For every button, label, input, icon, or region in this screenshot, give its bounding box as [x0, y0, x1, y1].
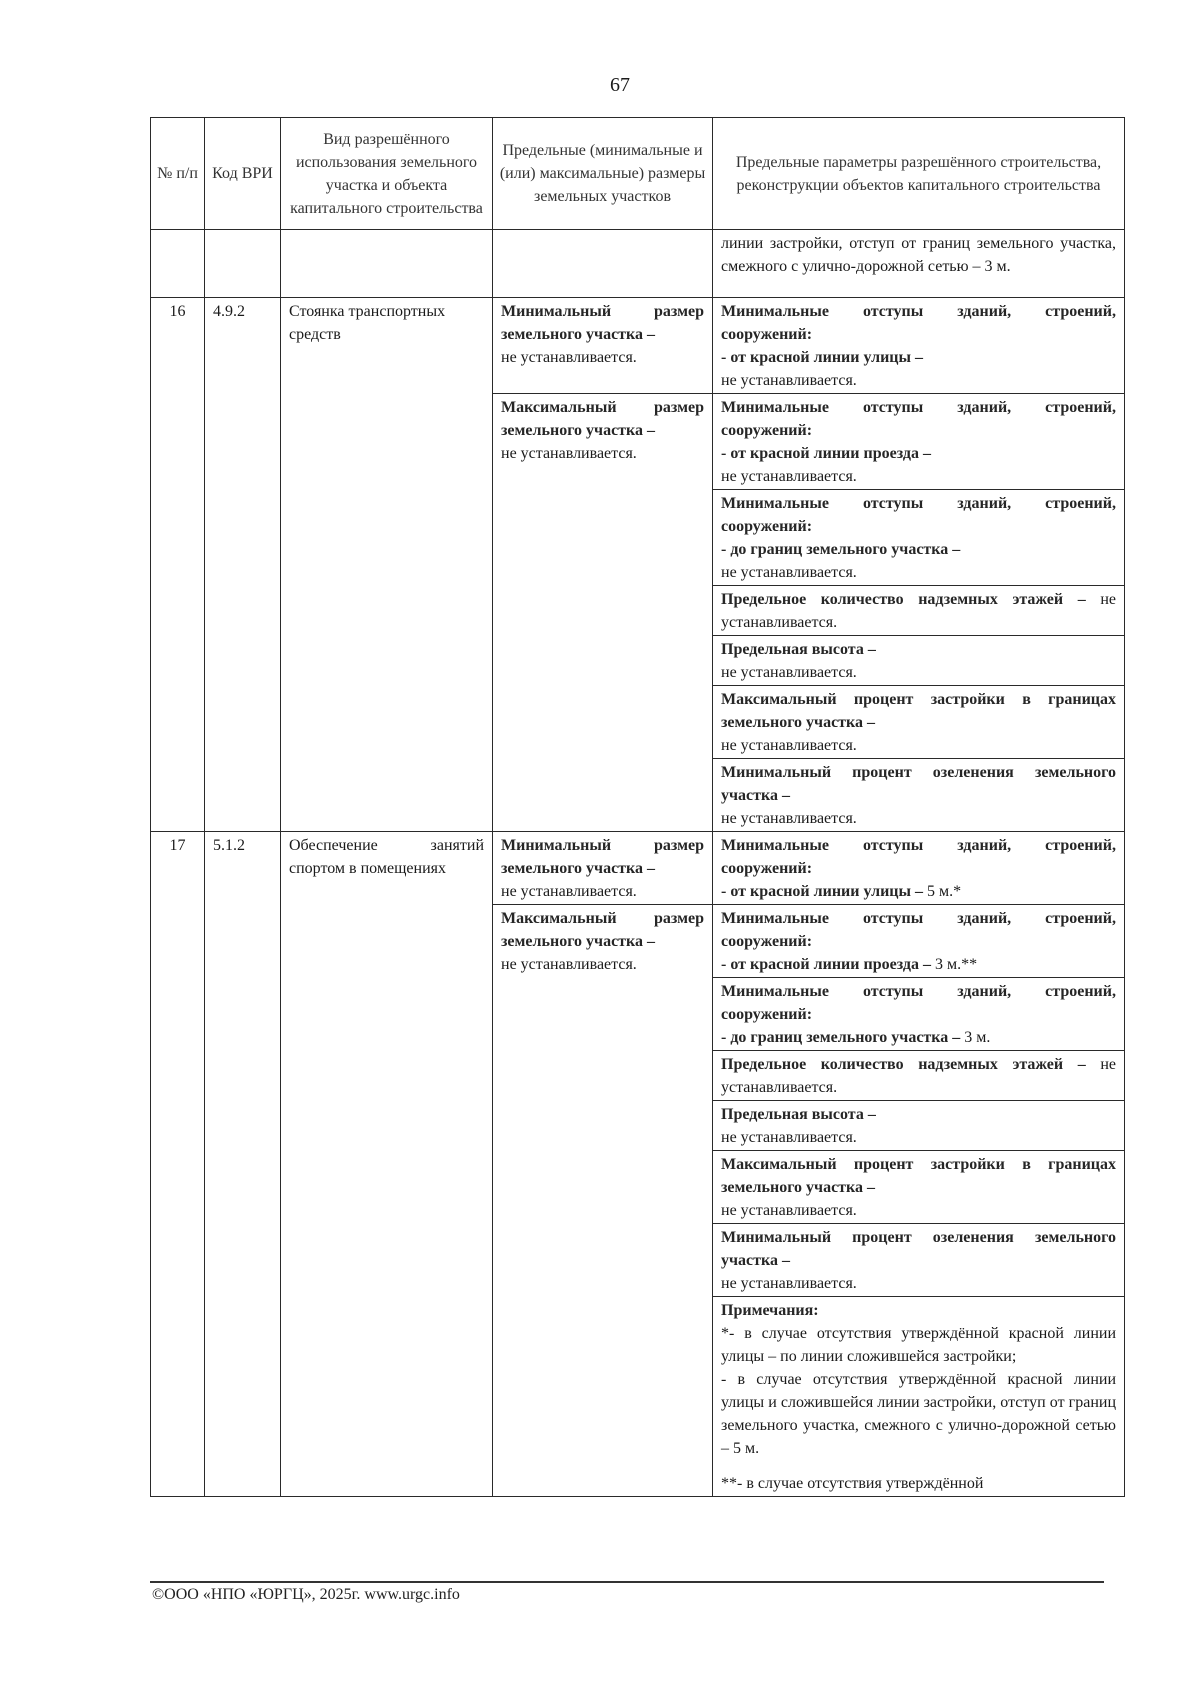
row-use: Обеспечение занятий спортом в помещениях — [281, 832, 493, 1497]
row-use: Стоянка транспортных средств — [281, 298, 493, 832]
footer-divider — [150, 1581, 1104, 1583]
size-cell: Минимальный размер земельного участка – не устанавливается. — [493, 832, 713, 905]
param-cell: Предельная высота – не устанавливается. — [713, 636, 1125, 686]
header-code: Код ВРИ — [205, 118, 281, 230]
notes-cell — [713, 1297, 1125, 1497]
row-code: 5.1.2 — [205, 832, 281, 1497]
table-header-row — [151, 118, 1125, 230]
continuation-row — [151, 230, 1125, 298]
header-num: № п/п — [151, 118, 205, 230]
size-cell: Максимальный размер земельного участка – не устанавливается. — [493, 394, 713, 832]
table-row — [151, 298, 1125, 394]
param-cell: Минимальный процент озеленения земельного участка – не устанавливается. — [713, 1224, 1125, 1297]
page-number: 67 — [610, 74, 630, 96]
continuation-text: линии застройки, отступ от границ земельного участка, смежного с улично-дорожной сетью – 3 м. — [713, 230, 1125, 298]
param-cell: Предельное количество надземных этажей – не устанавливается. — [713, 1051, 1125, 1101]
param-cell: Предельное количество надземных этажей – не устанавливается. — [713, 586, 1125, 636]
param-cell: Минимальный процент озеленения земельного участка – не устанавливается. — [713, 759, 1125, 832]
param-cell: Предельная высота – не устанавливается. — [713, 1101, 1125, 1151]
param-cell: Максимальный процент застройки в границах земельного участка – не устанавливается. — [713, 1151, 1125, 1224]
param-cell: Минимальные отступы зданий, строений, сооружений: - от красной линии проезда – не устанавливается. — [713, 394, 1125, 490]
row-number: 16 — [151, 298, 205, 832]
regulations-table — [150, 117, 1125, 1497]
notes-title: Примечания: — [721, 1302, 819, 1319]
param-cell: Максимальный процент застройки в границах земельного участка – не устанавливается. — [713, 686, 1125, 759]
param-cell: Минимальные отступы зданий, строений, сооружений: - от красной линии улицы – 5 м.* — [713, 832, 1125, 905]
row-code: 4.9.2 — [205, 298, 281, 832]
row-number: 17 — [151, 832, 205, 1497]
footer-copyright: ©ООО «НПО «ЮРГЦ», 2025г. www.urgc.info — [152, 1586, 460, 1603]
header-params: Предельные параметры разрешённого строительства, реконструкции объектов капитального строительства — [713, 118, 1125, 230]
param-cell: Минимальные отступы зданий, строений, сооружений: - до границ земельного участка – 3 м. — [713, 978, 1125, 1051]
note-2: - в случае отсутствия утверждённой красной линии улицы и сложившейся линии застройки, отступ от границ земельного участка, смежного с улично-дорожной сетью – 5 м. — [721, 1371, 1116, 1457]
note-1: *- в случае отсутствия утверждённой красной линии улицы – по линии сложившейся застройки; — [721, 1325, 1116, 1365]
note-3: **- в случае отсутствия утверждённой — [721, 1475, 984, 1492]
header-use: Вид разрешённого использования земельного участка и объекта капитального строительства — [281, 118, 493, 230]
size-cell: Максимальный размер земельного участка – не устанавливается. — [493, 905, 713, 1497]
header-size: Предельные (минимальные и (или) максимальные) размеры земельных участков — [493, 118, 713, 230]
param-cell: Минимальные отступы зданий, строений, сооружений: - от красной линии улицы – не устанавливается. — [713, 298, 1125, 394]
size-cell: Минимальный размер земельного участка – не устанавливается. — [493, 298, 713, 394]
table-row — [151, 832, 1125, 905]
param-cell: Минимальные отступы зданий, строений, сооружений: - до границ земельного участка – не устанавливается. — [713, 490, 1125, 586]
param-cell: Минимальные отступы зданий, строений, сооружений: - от красной линии проезда – 3 м.** — [713, 905, 1125, 978]
